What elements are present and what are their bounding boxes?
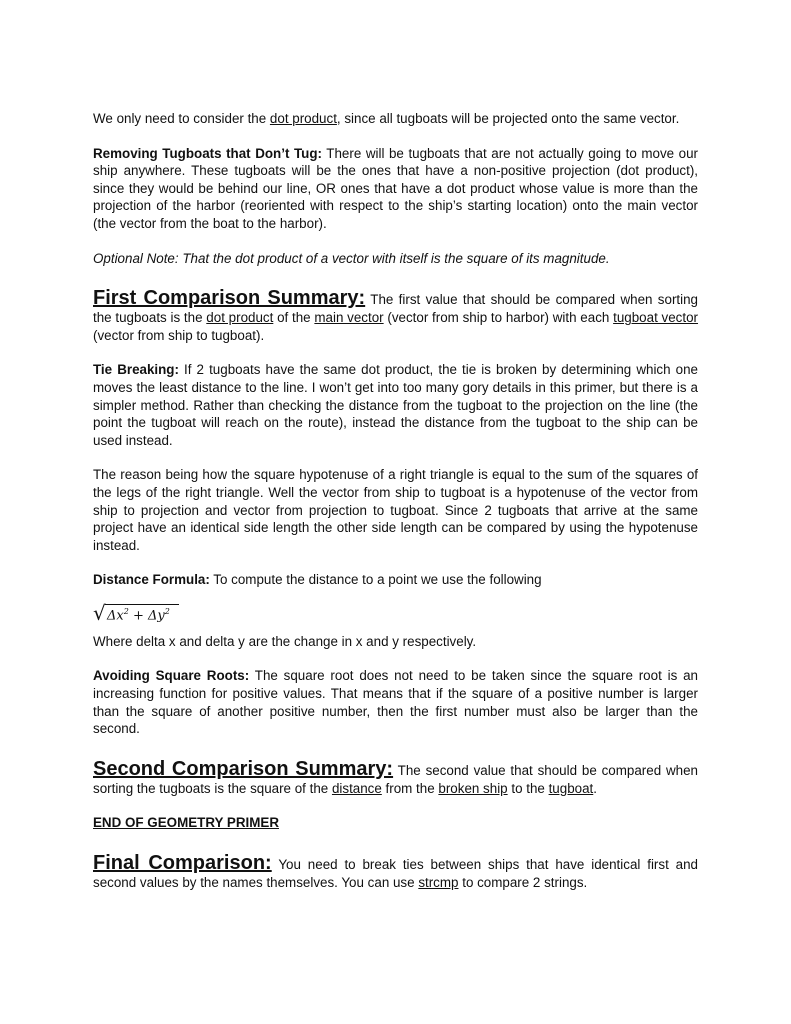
second-comparison-summary: Second Comparison Summary: The second value that should be compared when sorting the tugboats is the square of the distance from the broken ship to the tugboat. [93,757,698,796]
optional-note: Optional Note: That the dot product of a vector with itself is the square of its magnitude. [93,250,610,266]
delta-note: Where delta x and delta y are the change in x and y respectively. [93,633,477,649]
removing-tugboats-paragraph: Removing Tugboats that Don’t Tug: There will be tugboats that are not actually going to move our ship anywhere. These tugboats will be the ones that have a non-positive projection (dot product), since they would be behind our line, OR ones that have a dot product whose value is more than the projection of the harbor (reoriented with respect to the ship’s starting location) onto the main vector (the vector from the boat to the harbor). [93,145,698,231]
avoiding-square-roots-paragraph: Avoiding Square Roots: The square root does not need to be taken since the square root is an increasing function for positive values. That means that if the square of a positive number is larger than the square of another positive number, then the first number must also be larger than the second. [93,668,698,737]
second-comparison-heading: Second Comparison Summary: [93,757,394,780]
removing-tugboats-heading: Removing Tugboats that Don’t Tug: [93,145,322,161]
end-of-primer-marker: END OF GEOMETRY PRIMER [93,815,279,831]
document-page [93,110,698,892]
dot-product-link: dot product [269,111,337,126]
first-comparison-heading: First Comparison Summary: [93,287,366,310]
final-comparison-heading: Final Comparison: [93,852,272,875]
square-root-sign: √ [93,600,106,625]
tie-breaking-heading: Tie Breaking: [93,362,179,378]
intro-paragraph: We only need to consider the dot product, since all tugboats will be projected onto the same vector. [93,111,680,126]
tie-breaking-paragraph: Tie Breaking: If 2 tugboats have the same dot product, the tie is broken by determining which one moves the least distance to the line. I won’t get into too many gory details in this primer, but there is a simpler method. Rather than checking the distance from the tugboat to the projection on the line (the point the tugboat will reach on the route), instead the distance from the tugboat to the ship can be used instead. [93,362,698,448]
avoiding-square-roots-heading: Avoiding Square Roots: [93,668,250,684]
distance-formula-paragraph: Distance Formula: To compute the distance to a point we use the following [93,572,542,588]
distance-formula-equation: √ $\Delta x^2 + \Delta y^2$ [93,599,698,629]
final-comparison-paragraph: Final Comparison: You need to break ties between ships that have identical first and second values by the names themselves. You can use strcmp to compare 2 strings. [93,852,698,891]
reason-paragraph: The reason being how the square hypotenuse of a right triangle is equal to the sum of the squares of the legs of the right triangle. Well the vector from ship to tugboat is a hypotenuse of the vector from ship to projection and vector from projection to tugboat. Since 2 tugboats that arrive at the same project have an identical side length the other side length can be compared by using the hypotenuse instead. [93,467,698,553]
distance-formula-heading: Distance Formula: [93,572,210,588]
first-comparison-summary: First Comparison Summary: The first value that should be compared when sorting the tugboats is the dot product of the main vector (vector from ship to harbor) with each tugboat vector (vector from ship to tugboat). [93,287,699,343]
